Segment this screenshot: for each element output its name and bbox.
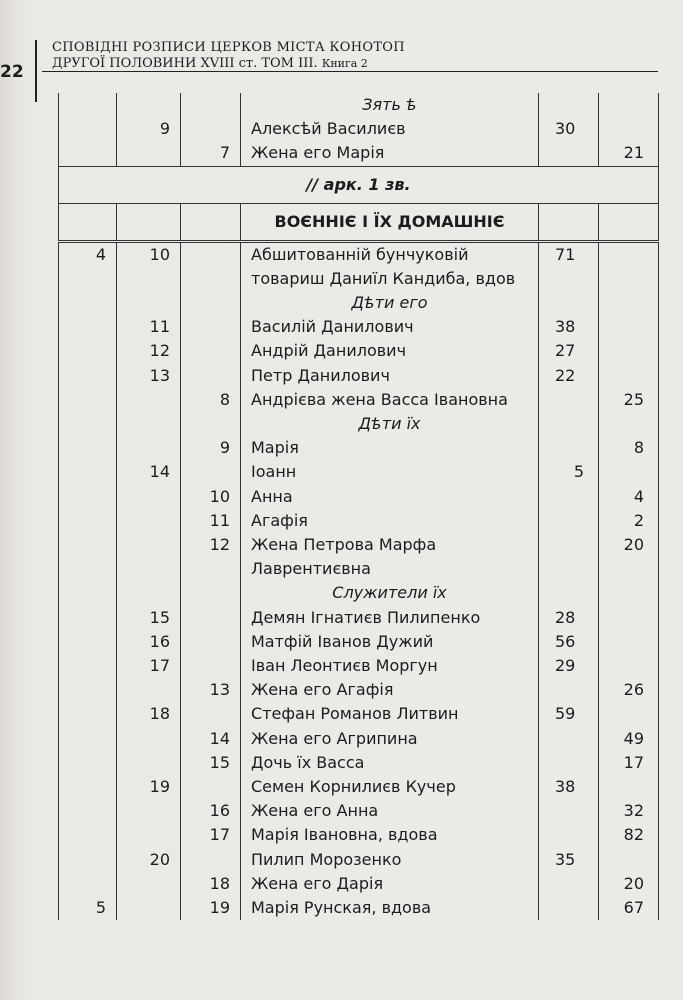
ark-section (59, 166, 659, 243)
female-number: 8 (181, 388, 241, 412)
female-age: 17 (599, 751, 659, 775)
household-number (59, 630, 117, 654)
female-age (599, 315, 659, 339)
female-number (181, 775, 241, 799)
subheading: Дѣти его (241, 291, 539, 315)
household-number (59, 315, 117, 339)
male-age: 28 (539, 606, 599, 630)
person-name: Марія (241, 436, 539, 460)
female-age: 26 (599, 678, 659, 702)
female-age: 21 (599, 141, 659, 166)
female-age (599, 630, 659, 654)
table-row (59, 339, 659, 363)
male-age (539, 678, 599, 702)
person-name: Жена его Марія (241, 141, 539, 166)
female-age: 20 (599, 533, 659, 581)
household-number (59, 339, 117, 363)
male-number: 19 (117, 775, 181, 799)
male-number (117, 533, 181, 581)
female-number: 9 (181, 436, 241, 460)
table-row (59, 581, 659, 605)
person-name: Стефан Романов Литвин (241, 702, 539, 726)
person-name: Агафія (241, 509, 539, 533)
male-age: 35 (539, 848, 599, 872)
table-row (59, 291, 659, 315)
header-horizontal-rule (42, 71, 658, 72)
female-number (181, 702, 241, 726)
table-cell (599, 203, 659, 241)
male-age: 22 (539, 364, 599, 388)
male-age: 27 (539, 339, 599, 363)
female-number: 19 (181, 896, 241, 920)
person-name: Жена его Агафія (241, 678, 539, 702)
male-age (539, 872, 599, 896)
male-number (117, 436, 181, 460)
census-table (58, 93, 659, 920)
household-number (59, 509, 117, 533)
household-number (59, 848, 117, 872)
table-cell (117, 203, 181, 241)
female-age (599, 606, 659, 630)
female-number (181, 654, 241, 678)
female-age (599, 460, 659, 484)
male-number: 11 (117, 315, 181, 339)
household-number (59, 678, 117, 702)
male-age (539, 799, 599, 823)
female-age: 82 (599, 823, 659, 847)
table-cell (181, 203, 241, 241)
male-age (539, 388, 599, 412)
male-age (539, 412, 599, 436)
female-number (181, 339, 241, 363)
person-name: Анна (241, 485, 539, 509)
table-row (59, 678, 659, 702)
male-number: 16 (117, 630, 181, 654)
person-name: Жена его Агрипина (241, 727, 539, 751)
header-vertical-rule (35, 40, 37, 102)
household-number (59, 141, 117, 166)
female-age (599, 654, 659, 678)
female-age (599, 339, 659, 363)
table-row (59, 364, 659, 388)
subheading: Зять ѣ (241, 93, 539, 117)
person-name: Матфій Іванов Дужий (241, 630, 539, 654)
male-age: 5 (539, 460, 599, 484)
male-age: 29 (539, 654, 599, 678)
household-number (59, 117, 117, 141)
female-age: 49 (599, 727, 659, 751)
table-row (59, 117, 659, 141)
table-row (59, 896, 659, 920)
running-header-line2 (52, 56, 368, 71)
male-age: 56 (539, 630, 599, 654)
female-number: 14 (181, 727, 241, 751)
male-number: 20 (117, 848, 181, 872)
female-age (599, 702, 659, 726)
female-number (181, 291, 241, 315)
household-number (59, 388, 117, 412)
male-number (117, 727, 181, 751)
female-age: 25 (599, 388, 659, 412)
person-name: Андрій Данилович (241, 339, 539, 363)
table-row (59, 848, 659, 872)
table-row (59, 509, 659, 533)
male-number (117, 412, 181, 436)
person-name: Андрієва жена Васса Івановна (241, 388, 539, 412)
person-name: Василій Данилович (241, 315, 539, 339)
female-number (181, 606, 241, 630)
female-number (181, 460, 241, 484)
female-number: 18 (181, 872, 241, 896)
female-number: 7 (181, 141, 241, 166)
table-row (59, 460, 659, 484)
running-header-line1: СПОВІДНІ РОЗПИСИ ЦЕРКОВ МІСТА КОНОТОП (52, 40, 405, 55)
household-number (59, 872, 117, 896)
female-number: 10 (181, 485, 241, 509)
male-age: 38 (539, 775, 599, 799)
table-body-main (59, 243, 659, 921)
running-header-book: Книга 2 (321, 57, 368, 70)
male-age (539, 823, 599, 847)
table-row (59, 799, 659, 823)
person-name: Іван Леонтиєв Моргун (241, 654, 539, 678)
female-age: 8 (599, 436, 659, 460)
male-number (117, 823, 181, 847)
ark-row (59, 166, 659, 203)
table-row (59, 872, 659, 896)
household-number (59, 364, 117, 388)
table-row (59, 141, 659, 166)
person-name: Петр Данилович (241, 364, 539, 388)
household-number (59, 533, 117, 581)
male-number (117, 509, 181, 533)
person-name: Абшитованній бунчуковій товариш Даниїл Кандиба, вдов (241, 243, 539, 291)
female-age (599, 364, 659, 388)
table-body-top (59, 93, 659, 166)
male-age: 30 (539, 117, 599, 141)
household-number: 5 (59, 896, 117, 920)
female-number (181, 93, 241, 117)
table-row (59, 243, 659, 291)
male-number (117, 93, 181, 117)
male-number: 10 (117, 243, 181, 291)
male-age (539, 93, 599, 117)
male-age (539, 291, 599, 315)
male-number (117, 291, 181, 315)
female-number (181, 364, 241, 388)
male-number (117, 896, 181, 920)
male-number: 14 (117, 460, 181, 484)
male-age (539, 436, 599, 460)
male-number (117, 388, 181, 412)
female-number: 15 (181, 751, 241, 775)
female-age (599, 93, 659, 117)
male-age (539, 896, 599, 920)
person-name: Семен Корнилиєв Кучер (241, 775, 539, 799)
female-number (181, 117, 241, 141)
person-name: Алексѣй Василиєв (241, 117, 539, 141)
household-number (59, 751, 117, 775)
female-age: 2 (599, 509, 659, 533)
table-cell (59, 203, 117, 241)
household-number (59, 291, 117, 315)
male-number (117, 581, 181, 605)
male-number (117, 799, 181, 823)
running-header-main: ДРУГОЇ ПОЛОВИНИ XVIII ст. ТОМ ІІІ. (52, 56, 318, 71)
female-age (599, 775, 659, 799)
table-row (59, 654, 659, 678)
female-number: 17 (181, 823, 241, 847)
female-age (599, 291, 659, 315)
table-row (59, 630, 659, 654)
female-age (599, 117, 659, 141)
table-row (59, 702, 659, 726)
table-cell (539, 203, 599, 241)
person-name: Жена его Анна (241, 799, 539, 823)
female-number: 12 (181, 533, 241, 581)
female-age: 67 (599, 896, 659, 920)
table-row (59, 533, 659, 581)
household-number (59, 581, 117, 605)
female-age: 32 (599, 799, 659, 823)
page-number: 22 (0, 62, 24, 82)
female-age (599, 243, 659, 291)
female-number (181, 630, 241, 654)
household-number (59, 412, 117, 436)
female-age (599, 848, 659, 872)
section-title: ВОЄННІЄ І ЇХ ДОМАШНІЄ (241, 203, 539, 241)
male-number (117, 751, 181, 775)
table-row (59, 823, 659, 847)
table-row (59, 485, 659, 509)
table-row (59, 388, 659, 412)
person-name: Марія Рунская, вдова (241, 896, 539, 920)
female-number (181, 412, 241, 436)
male-age (539, 533, 599, 581)
male-age: 38 (539, 315, 599, 339)
female-number: 13 (181, 678, 241, 702)
female-number: 11 (181, 509, 241, 533)
male-number: 17 (117, 654, 181, 678)
table-row (59, 412, 659, 436)
household-number (59, 485, 117, 509)
male-number (117, 141, 181, 166)
female-age: 20 (599, 872, 659, 896)
person-name: Жена Петрова Марфа Лаврентиєвна (241, 533, 539, 581)
male-number: 12 (117, 339, 181, 363)
person-name: Жена его Дарія (241, 872, 539, 896)
female-number: 16 (181, 799, 241, 823)
male-age (539, 751, 599, 775)
household-number (59, 823, 117, 847)
household-number (59, 702, 117, 726)
table-row (59, 93, 659, 117)
subheading: Дѣти їх (241, 412, 539, 436)
household-number: 4 (59, 243, 117, 291)
household-number (59, 93, 117, 117)
section-row (59, 203, 659, 241)
male-age (539, 727, 599, 751)
person-name: Дочь їх Васса (241, 751, 539, 775)
male-number: 15 (117, 606, 181, 630)
table-row (59, 315, 659, 339)
male-number (117, 485, 181, 509)
household-number (59, 775, 117, 799)
female-number (181, 848, 241, 872)
person-name: Пилип Морозенко (241, 848, 539, 872)
male-age (539, 141, 599, 166)
table-row (59, 606, 659, 630)
female-age (599, 412, 659, 436)
male-number: 13 (117, 364, 181, 388)
female-number (181, 243, 241, 291)
household-number (59, 606, 117, 630)
male-number (117, 872, 181, 896)
folio-marker: // арк. 1 зв. (59, 166, 659, 203)
female-age (599, 581, 659, 605)
household-number (59, 654, 117, 678)
table-row (59, 727, 659, 751)
person-name: Демян Ігнатиєв Пилипенко (241, 606, 539, 630)
male-age: 59 (539, 702, 599, 726)
male-number: 9 (117, 117, 181, 141)
table-row (59, 775, 659, 799)
male-number (117, 678, 181, 702)
household-number (59, 436, 117, 460)
subheading: Служители їх (241, 581, 539, 605)
household-number (59, 460, 117, 484)
male-age (539, 509, 599, 533)
male-age: 71 (539, 243, 599, 291)
table-row (59, 751, 659, 775)
female-number (181, 581, 241, 605)
female-number (181, 315, 241, 339)
female-age: 4 (599, 485, 659, 509)
male-age (539, 581, 599, 605)
male-number: 18 (117, 702, 181, 726)
table-row (59, 436, 659, 460)
person-name: Марія Івановна, вдова (241, 823, 539, 847)
male-age (539, 485, 599, 509)
person-name: Іоанн (241, 460, 539, 484)
household-number (59, 727, 117, 751)
household-number (59, 799, 117, 823)
